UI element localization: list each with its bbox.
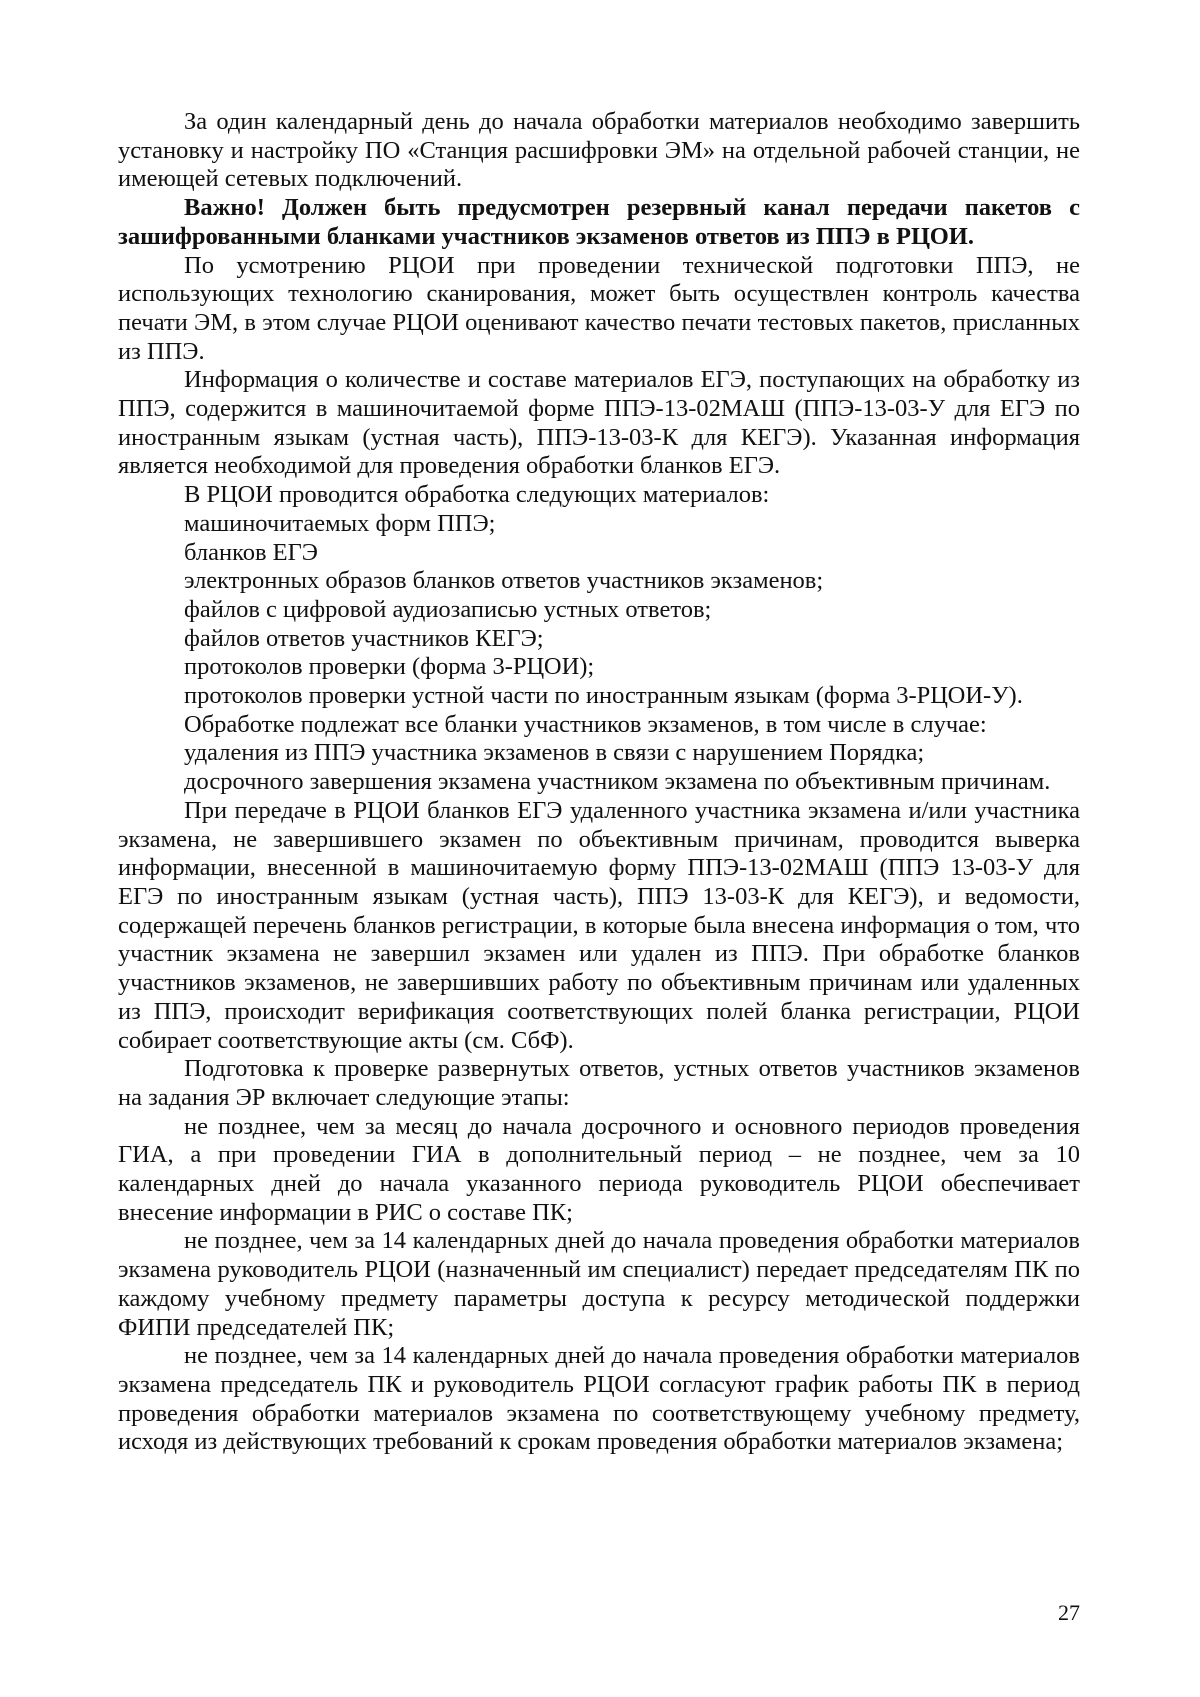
paragraph: За один календарный день до начала обработки материалов необходимо завершить установку и настройку ПО «Станция расшифровки ЭМ» на отдельной рабочей станции, не имеющей сетевых подключений. xyxy=(118,108,1080,193)
list-item: не позднее, чем за 14 календарных дней до начала проведения обработки материалов экзамена председатель ПК и руководитель РЦОИ согласуют график работы ПК в период проведения обработки материалов экзамена по соответствующему учебному предмету, исходя из действующих требований к срокам проведения обработки материалов экзамена; xyxy=(118,1342,1080,1456)
list-item: протоколов проверки (форма 3-РЦОИ); xyxy=(184,653,595,681)
paragraph: По усмотрению РЦОИ при проведении технической подготовки ППЭ, не использующих технологию сканирования, может быть осуществлен контроль качества печати ЭМ, в этом случае РЦОИ оценивают качество печати тестовых пакетов, присланных из ППЭ. xyxy=(118,251,1080,365)
paragraph: При передаче в РЦОИ бланков ЕГЭ удаленного участника экзамена и/или участника экзамена, не завершившего экзамен по объективным причинам, проводится выверка информации, внесенной в машиночитаемую форму ППЭ-13-02МАШ (ППЭ 13-03-У для ЕГЭ по иностранным языкам (устная часть), ППЭ 13-03-К для КЕГЭ), и ведомости, содержащей перечень бланков регистрации, в которые была внесена информация о том, что участник экзамена не завершил экзамен или удален из ППЭ. При обработке бланков участников экзаменов, не завершивших работу по объективным причинам или удаленных из ППЭ, происходит верификация соответствующих полей бланка регистрации, РЦОИ собирает соответствующие акты (см. СбФ). xyxy=(118,796,1080,1054)
paragraph: Подготовка к проверке развернутых ответов, устных ответов участников экзаменов на задания ЭР включает следующие этапы: xyxy=(118,1055,1080,1111)
list-item: файлов с цифровой аудиозаписью устных ответов; xyxy=(184,595,712,623)
paragraph: В РЦОИ проводится обработка следующих материалов: xyxy=(184,481,770,509)
list-item: не позднее, чем за месяц до начала досрочного и основного периодов проведения ГИА, а при проведении ГИА в дополнительный период – не позднее, чем за 10 календарных дней до начала указанного периода руководитель РЦОИ обеспечивает внесение информации в РИС о составе ПК; xyxy=(118,1112,1080,1226)
list-item: протоколов проверки устной части по иностранным языкам (форма 3-РЦОИ-У). xyxy=(184,682,1023,710)
list-item: электронных образов бланков ответов участников экзаменов; xyxy=(184,567,824,595)
list-item: удаления из ППЭ участника экзаменов в связи с нарушением Порядка; xyxy=(184,739,925,767)
document-body xyxy=(118,108,1080,1457)
paragraph: Информация о количестве и составе материалов ЕГЭ, поступающих на обработку из ППЭ, содержится в машиночитаемой форме ППЭ-13-02МАШ (ППЭ-13-03-У для ЕГЭ по иностранным языкам (устная часть), ППЭ-13-03-К для КЕГЭ). Указанная информация является необходимой для проведения обработки бланков ЕГЭ. xyxy=(118,366,1080,480)
list-item: досрочного завершения экзамена участником экзамена по объективным причинам. xyxy=(184,768,1051,796)
list-item: файлов ответов участников КЕГЭ; xyxy=(184,624,544,652)
paragraph: Обработке подлежат все бланки участников экзаменов, в том числе в случае: xyxy=(184,710,987,738)
list-item: не позднее, чем за 14 календарных дней до начала проведения обработки материалов экзамена руководитель РЦОИ (назначенный им специалист) передает председателям ПК по каждому учебному предмету параметры доступа к ресурсу методической поддержки ФИПИ председателей ПК; xyxy=(118,1227,1080,1341)
list-item: бланков ЕГЭ xyxy=(184,538,318,566)
page-number: 27 xyxy=(1058,1600,1080,1625)
list-item: машиночитаемых форм ППЭ; xyxy=(184,509,496,537)
important-notice: Важно! Должен быть предусмотрен резервный канал передачи пакетов с зашифрованными бланками участников экзаменов ответов из ППЭ в РЦОИ. xyxy=(118,194,1080,250)
